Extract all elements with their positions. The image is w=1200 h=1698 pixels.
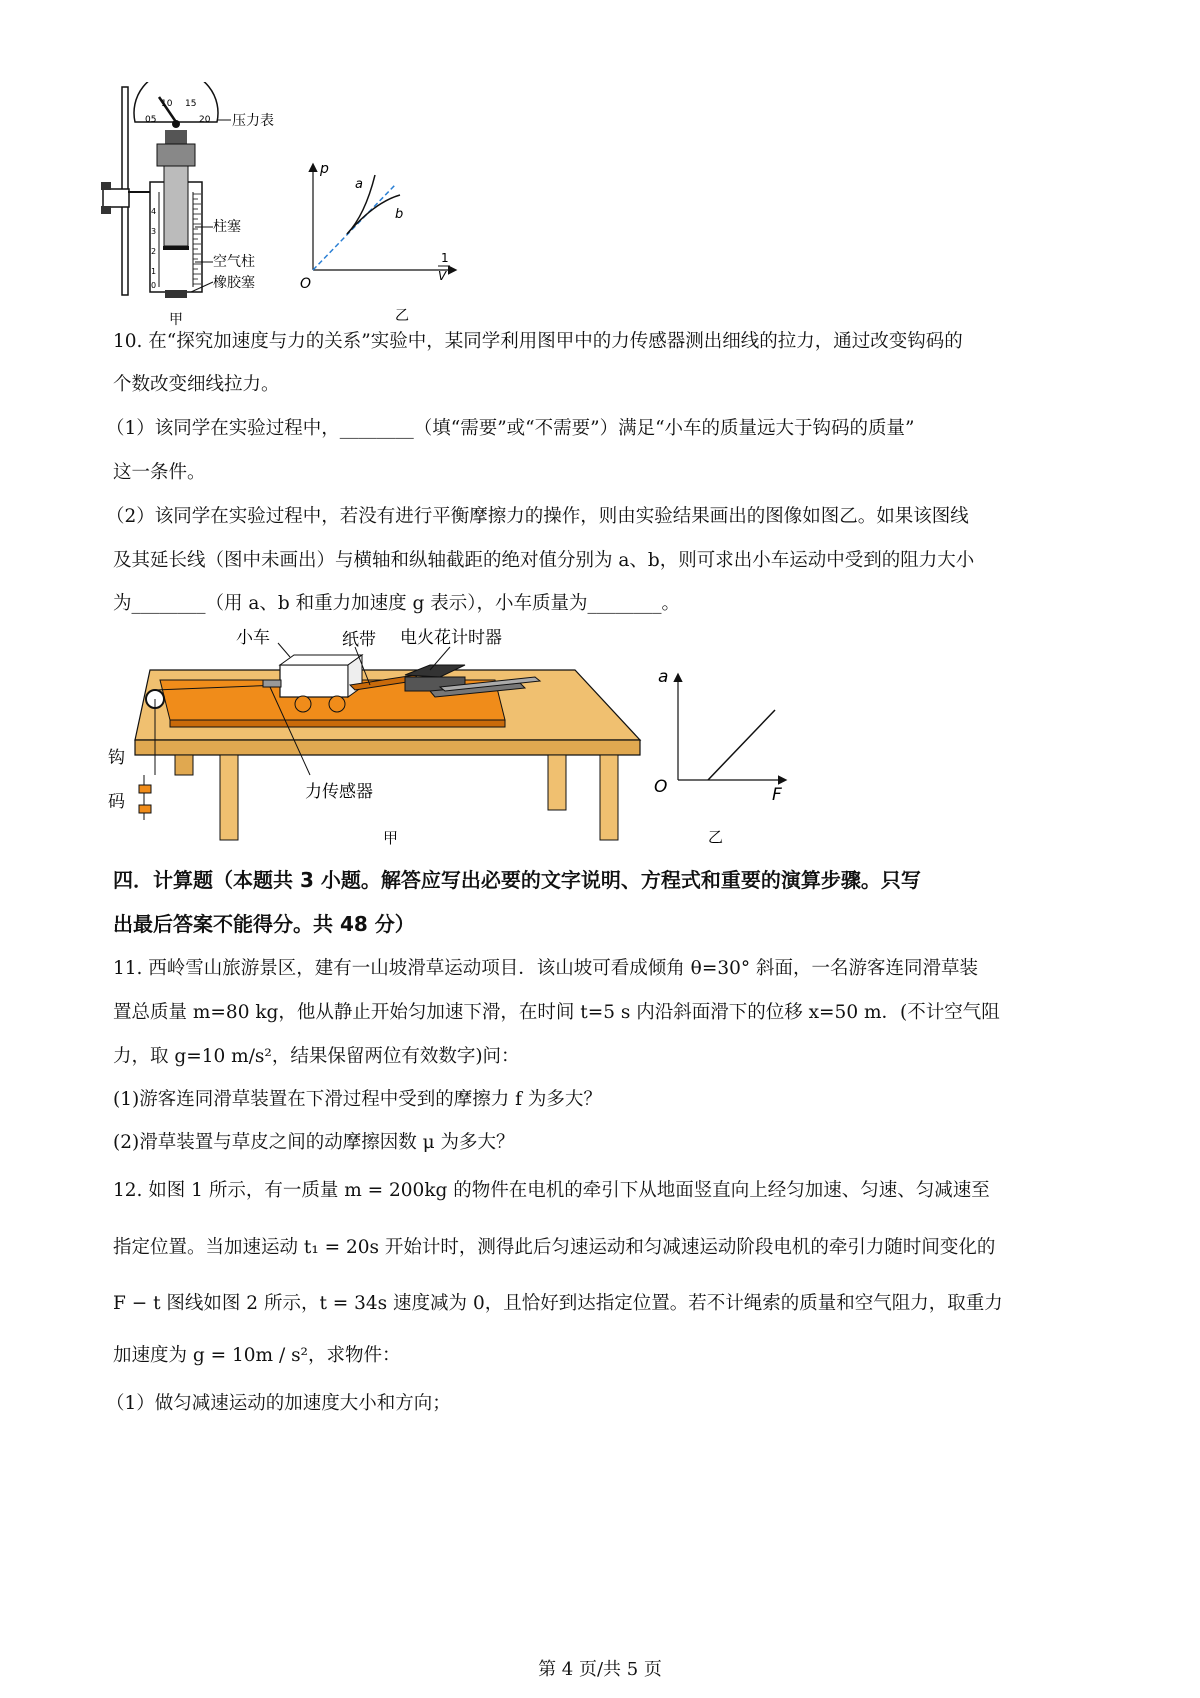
gauge-tick: 10: [161, 99, 173, 109]
p-invV-graph: [295, 150, 475, 330]
label-timer: 电火花计时器: [400, 628, 502, 648]
q10-part2-line2: 及其延长线（图中未画出）与横轴和纵轴截距的绝对值分别为 a、b，则可求出小车运动中受到的阻力大小: [113, 550, 975, 571]
q12-line2: 指定位置。当加速运动 t₁ = 20s 开始计时，测得此后匀速运动和匀减速运动阶段电机的牵引力随时间变化的: [113, 1237, 996, 1258]
scale-num: 3: [151, 227, 157, 236]
q12-sub1: （1）做匀减速运动的加速度大小和方向；: [106, 1393, 451, 1414]
curve-b-label: b: [395, 207, 404, 222]
y-axis-label: p: [320, 161, 329, 177]
table-leg: [600, 755, 618, 840]
origin-label: O: [300, 276, 312, 292]
clamp: [103, 189, 129, 207]
q12-line3: F − t 图线如图 2 所示，t = 34s 速度减为 0，且恰好到达指定位置。若不计绳索的质量和空气阻力，取重力: [113, 1293, 1003, 1314]
cart-body: [280, 665, 348, 697]
gas-apparatus-figure: [95, 82, 295, 332]
q12-line1: 12. 如图 1 所示，有一质量 m = 200kg 的物件在电机的牵引下从地面竖直向上经匀加速、匀速、匀减速至: [113, 1180, 990, 1201]
force-sensor: [263, 680, 281, 687]
q10-stem-line1: 10. 在“探究加速度与力的关系”实验中，某同学利用图甲中的力传感器测出细线的拉力，通过改变钩码的: [113, 331, 963, 352]
label-piston: 柱塞: [213, 219, 241, 235]
caption-yi: 乙: [395, 308, 409, 324]
piston-end: [163, 246, 189, 250]
curve-b: [347, 195, 400, 234]
label-car: 小车: [236, 628, 270, 648]
q10-stem-line2: 个数改变细线拉力。: [113, 374, 280, 395]
q10-part2-line1: （2）该同学在实验过程中，若没有进行平衡摩擦力的操作，则由实验结果画出的图像如图乙。如果该图线: [106, 506, 969, 527]
cart-apparatus-figure: [100, 625, 645, 850]
gauge-mount: [157, 144, 195, 166]
label-rubber: 橡胶塞: [213, 275, 255, 291]
gauge-tick: 05: [145, 115, 157, 125]
gauge-connector: [165, 130, 187, 144]
q12-line4: 加速度为 g = 10m / s²，求物件：: [113, 1345, 401, 1366]
curve-a-label: a: [355, 177, 363, 192]
gauge-tick: 20: [199, 115, 211, 125]
label-tape: 纸带: [342, 630, 376, 650]
q10-part2-line3: 为________（用 a、b 和重力加速度 g 表示），小车质量为________。: [113, 593, 680, 614]
q11-line3: 力，取 g=10 m/s²，结果保留两位有效数字)问：: [113, 1046, 520, 1067]
dashed-line: [313, 185, 395, 270]
q11-line1: 11. 西岭雪山旅游景区，建有一山坡滑草运动项目．该山坡可看成倾角 θ=30° 斜面，一名游客连同滑草装: [113, 958, 978, 979]
label-hook2: 码: [108, 792, 125, 812]
scale-num: 4: [151, 207, 157, 216]
scale-num: 1: [151, 267, 157, 276]
section4-title-line1: 四．计算题（本题共 3 小题。解答应写出必要的文字说明、方程式和重要的演算步骤。只写: [113, 868, 921, 892]
rubber-plug: [165, 290, 187, 298]
label-hook1: 钩: [108, 748, 125, 768]
caption-jia: 甲: [383, 829, 399, 847]
piston: [164, 166, 188, 246]
page-footer: 第 4 页/共 5 页: [538, 1659, 662, 1680]
caption-jia: 甲: [169, 312, 183, 328]
y-axis-label: a: [658, 667, 669, 687]
gauge-tick: 15: [185, 99, 197, 109]
x-axis-den: V: [438, 269, 447, 283]
scale-num: 2: [151, 247, 157, 256]
section4-title-line2: 出最后答案不能得分。共 48 分）: [113, 912, 415, 936]
q10-part1-line2: 这一条件。: [113, 462, 206, 483]
q11-sub1: (1)游客连同滑草装置在下滑过程中受到的摩擦力 f 为多大？: [113, 1089, 602, 1110]
clamp-screw-top: [101, 182, 111, 190]
table-leg: [548, 755, 566, 810]
caption-yi: 乙: [708, 828, 724, 846]
a-F-graph: [650, 660, 790, 850]
q11-sub2: (2)滑草装置与草皮之间的动摩擦因数 μ 为多大？: [113, 1132, 515, 1153]
hook-weight: [139, 785, 151, 793]
clamp-screw-bottom: [101, 206, 111, 214]
hook-weight: [139, 805, 151, 813]
table-leg: [220, 755, 238, 840]
label-sensor: 力传感器: [305, 782, 373, 802]
label-air: 空气柱: [213, 254, 255, 270]
origin-label: O: [654, 777, 668, 797]
q11-line2: 置总质量 m=80 kg，他从静止开始匀加速下滑，在时间 t=5 s 内沿斜面滑下的位移 x=50 m．(不计空气阻: [113, 1002, 1000, 1023]
x-axis-num: 1: [441, 251, 449, 265]
label-gauge: 压力表: [232, 113, 274, 129]
q10-part1-line1: （1）该同学在实验过程中，________（填“需要”或“不需要”）满足“小车的质量远大于钩码的质量”: [106, 418, 915, 439]
x-axis-label: F: [772, 785, 782, 805]
cart-wheel: [329, 696, 345, 712]
graph-line: [708, 710, 775, 780]
scale-num: 0: [151, 281, 157, 290]
cart-wheel: [295, 696, 311, 712]
